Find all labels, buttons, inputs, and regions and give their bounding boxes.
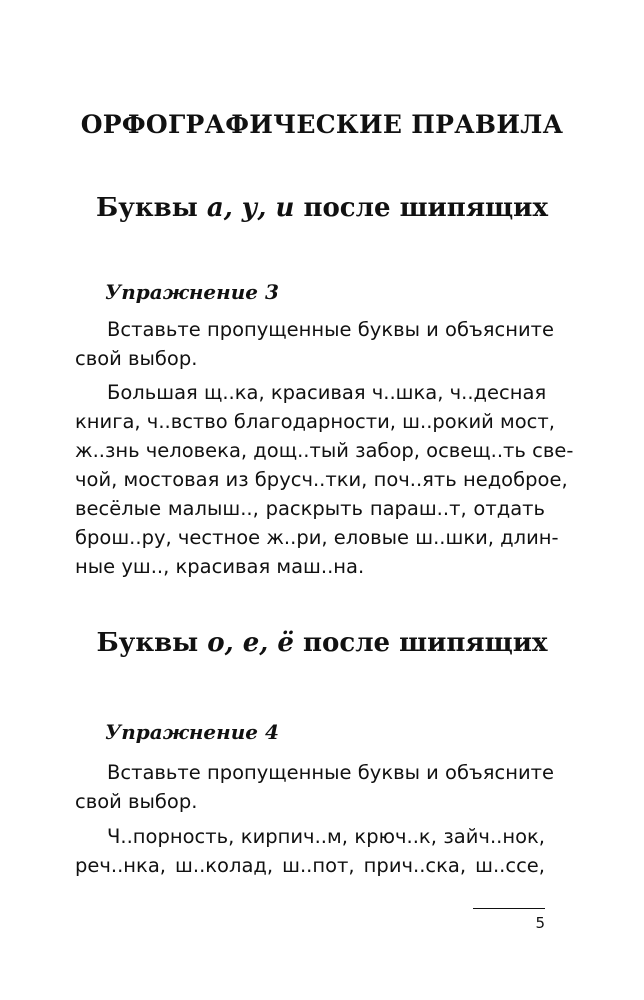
exercise-text-line: чой, мостовая из брусч..тки, поч..ять недоброе, xyxy=(75,468,568,491)
exercise-4-label: Упражнение 4 xyxy=(105,720,279,744)
page-title: ОРФОГРАФИЧЕСКИЕ ПРАВИЛА xyxy=(80,110,564,139)
instruction-line: Вставьте пропущенные буквы и объясните xyxy=(107,761,555,784)
section-2-heading-suffix: после шипящих xyxy=(303,628,548,658)
section-1-heading-suffix: после шипящих xyxy=(303,193,548,223)
exercise-4-text xyxy=(75,822,545,880)
exercise-3-instruction xyxy=(75,315,555,373)
instruction-line: свой выбор. xyxy=(75,790,198,813)
section-2-heading-letters: о, е, ё xyxy=(207,628,294,658)
footer-rule xyxy=(473,908,545,909)
exercise-text-line: брош..ру, честное ж..ри, еловые ш..шки, длин- xyxy=(75,526,559,549)
instruction-line: свой выбор. xyxy=(75,347,198,370)
exercise-text-line: ные уш.., красивая маш..на. xyxy=(75,555,365,578)
section-1-heading-prefix: Буквы xyxy=(96,193,198,223)
page-number: 5 xyxy=(535,914,545,932)
exercise-text-line: ж..знь человека, дощ..тый забор, освещ..ть све- xyxy=(75,439,574,462)
exercise-text-line: реч..нка, ш..колад, ш..пот, прич..ска, ш..ссе, xyxy=(75,854,545,877)
exercise-3-text xyxy=(75,378,574,581)
exercise-text-line: Ч..порность, кирпич..м, крюч..к, зайч..нок, xyxy=(107,825,545,848)
section-2-heading xyxy=(0,628,644,658)
exercise-4-instruction xyxy=(75,758,555,816)
section-1-heading xyxy=(0,193,644,223)
section-1-heading-letters: а, у, и xyxy=(206,193,295,223)
section-2-heading-prefix: Буквы xyxy=(96,628,199,658)
exercise-text-line: Большая щ..ка, красивая ч..шка, ч..десная xyxy=(107,381,547,404)
exercise-text-line: книга, ч..вство благодарности, ш..рокий мост, xyxy=(75,410,555,433)
instruction-line: Вставьте пропущенные буквы и объясните xyxy=(107,318,555,341)
exercise-text-line: весёлые малыш.., раскрыть параш..т, отдать xyxy=(75,497,545,520)
exercise-3-label: Упражнение 3 xyxy=(105,280,279,304)
